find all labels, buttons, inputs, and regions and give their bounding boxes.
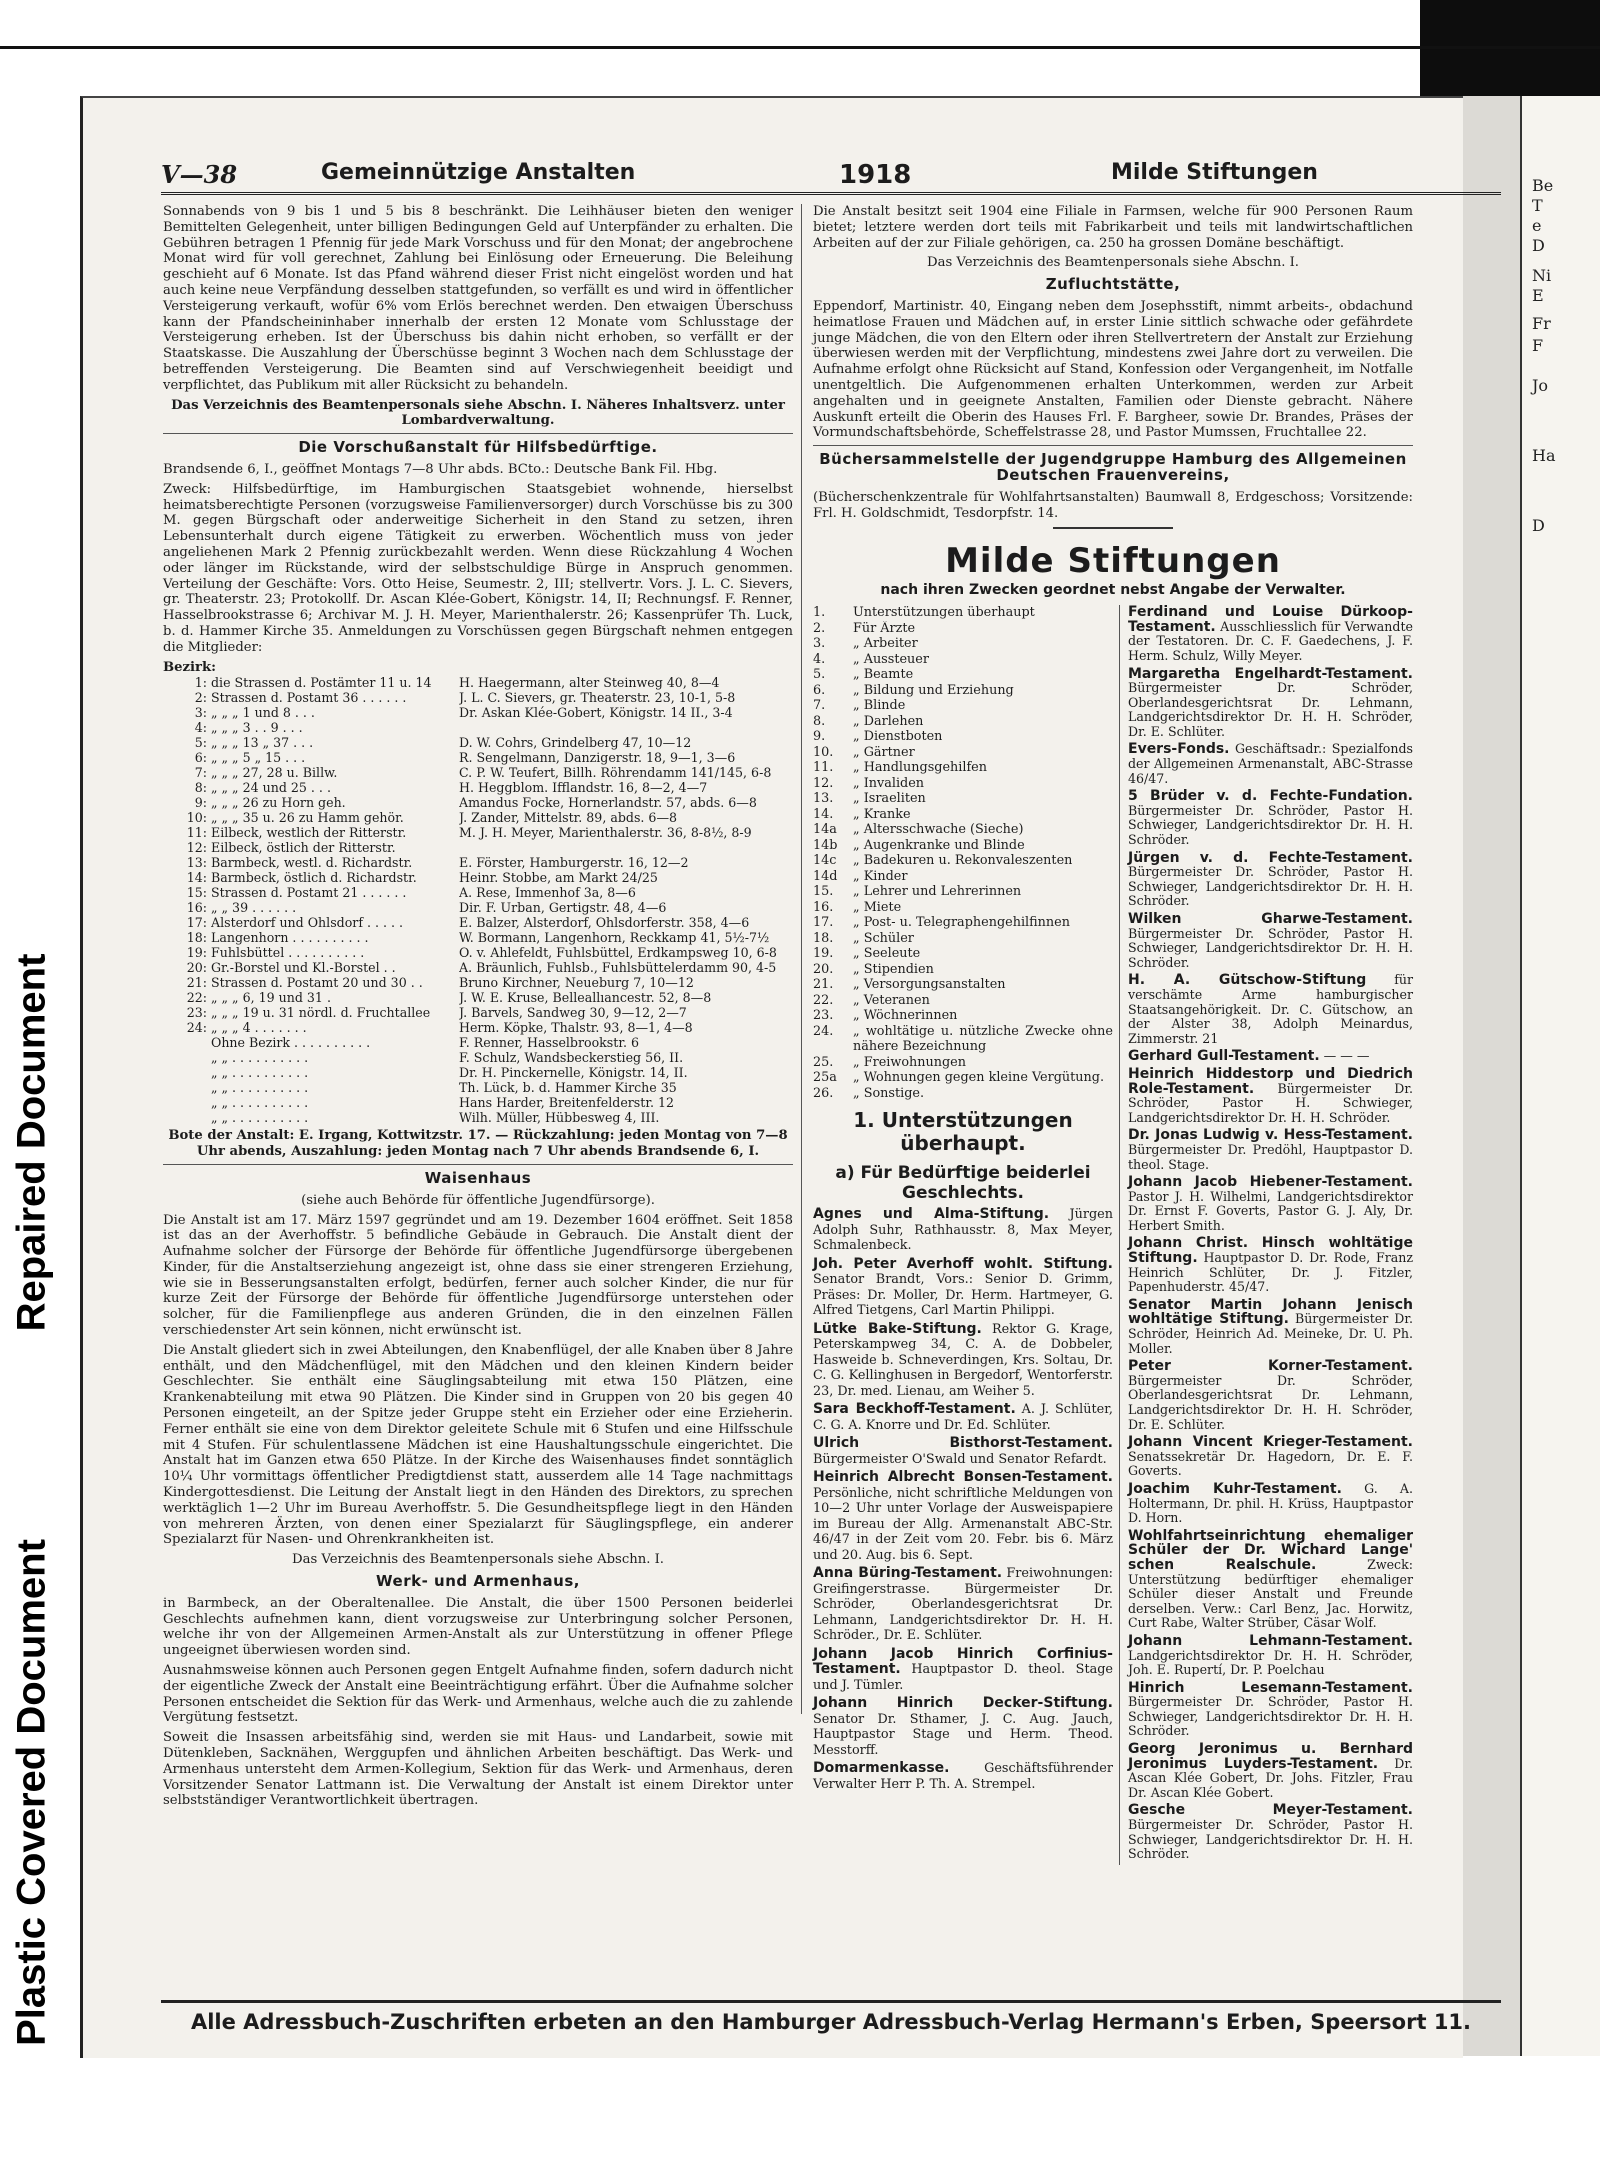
stiftung-entry: Georg Jeronimus u. Bernhard Jeronimus Luyders-Testament. Dr. Ascan Klée Gobert, Dr. Johs. Fitzler, Frau Dr. Ascan Klée Gobert. <box>1128 1741 1413 1800</box>
filiale-note: Das Verzeichnis des Beamtenpersonals siehe Abschn. I. <box>927 255 1299 271</box>
buechersammelstelle-text: (Bücherschenkzentrale für Wohlfahrtsanstalten) Baumwall 8, Erdgeschoss; Vorsitzende: Frl. H. Goldschmidt, Tesdorpfstr. 14. <box>813 489 1413 521</box>
stiftung-entry: Joh. Peter Averhoff wohlt. Stiftung. Senator Brandt, Vors.: Senior D. Grimm, Präses: Dr. Moller, Dr. Herm. Hartmeyer, G. Alfred Tietgens, Carl Martin Philippi. <box>813 1255 1113 1319</box>
category-item: 24. „ wohltätige u. nützliche Zwecke ohne nähere Bezeichnung <box>813 1023 1113 1055</box>
stiftung-entry: Gerhard Gull-Testament. — — — <box>1128 1048 1370 1065</box>
stiftung-entry: Dr. Jonas Ludwig v. Hess-Testament. Bürgermeister Dr. Predöhl, Hauptpastor D. theol. Stage. <box>1128 1127 1413 1172</box>
page-number: V—38 <box>161 160 238 189</box>
category-item: 25. „ Freiwohnungen <box>813 1054 966 1070</box>
stiftung-entry: Evers-Fonds. Geschäftsadr.: Spezialfonds der Allgemeinen Armenanstalt, ABC-Strasse 46/47. <box>1128 741 1413 786</box>
werkhaus-paragraph-2: Ausnahmsweise können auch Personen gegen Entgelt Aufnahme finden, sofern dadurch nicht der eigentliche Zweck der Anstalt eine Beeinträchtigung erfährt. Über die Aufnahme solcher Personen entscheidet die Sektion für das Werk- und Armenhaus, welche auch die zu zahlende Vergütung festsetzt. <box>163 1663 793 1726</box>
waisenhaus-subtitle: (siehe auch Behörde für öffentliche Jugendfürsorge). <box>301 1192 655 1208</box>
bezirk-row: 2: Strassen d. Postamt 36 . . . . . . J. L. C. Sievers, gr. Theaterstr. 23, 10-1, 5-8 <box>194 690 736 706</box>
adjacent-page-fragment: Ni <box>1532 266 1552 285</box>
plastic-covered-label: Plastic Covered Document <box>9 1539 54 2046</box>
stiftung-entry: Agnes und Alma-Stiftung. Jürgen Adolph Suhr, Rathhausstr. 8, Max Meyer, Schmalenbeck. <box>813 1206 1113 1254</box>
header-right-title: Milde Stiftungen <box>1111 160 1318 185</box>
stiftung-entry: Johann Jacob Hinrich Corfinius-Testament. Hauptpastor D. theol. Stage und J. Tümler. <box>813 1645 1113 1693</box>
filiale-text: Die Anstalt besitzt seit 1904 eine Filiale in Farmsen, welche für 900 Personen Raum bietet; letztere werden dort teils mit Fabrikarbeit und teils mit landwirtschaftlichen Arbeiten auf der zur Filiale gehörigen, ca. 250 ha grossen Domäne beschäftigt. <box>813 204 1413 251</box>
page-gutter-shadow <box>1460 96 1520 2056</box>
bezirk-row: „ „ . . . . . . . . . . Wilh. Müller, Hübbesweg 4, III. <box>211 1110 660 1126</box>
category-item: 19. „ Seeleute <box>813 946 921 962</box>
left-column <box>163 204 793 1813</box>
bezirk-row: 14: Barmbeck, östlich d. Richardstr. Heinr. Stobbe, am Markt 24/25 <box>186 870 658 886</box>
stiftung-entry: Jürgen v. d. Fechte-Testament. Bürgermeister Dr. Schröder, Pastor H. Schwieger, Landgerichtsdirektor Dr. H. H. Schröder. <box>1128 849 1413 909</box>
category-item: 14b „ Augenkranke und Blinde <box>813 837 1025 853</box>
vorschuss-address: Brandsende 6, I., geöffnet Montags 7—8 Uhr abds. BCto.: Deutsche Bank Fil. Hbg. <box>163 461 718 477</box>
bezirk-row: 16: „ „ 39 . . . . . . Dir. F. Urban, Gertigstr. 48, 4—6 <box>186 900 667 916</box>
category-item: 6. „ Bildung und Erziehung <box>813 682 1014 698</box>
bezirk-row: 12: Eilbeck, östlich der Ritterstr. <box>186 840 396 856</box>
category-item: 9. „ Dienstboten <box>813 729 943 745</box>
zufluchtstaette-title: Zufluchtstätte, <box>1045 275 1181 294</box>
adjacent-page-fragment: E <box>1532 286 1544 305</box>
bezirk-row: 7: „ „ „ 27, 28 u. Billw. C. P. W. Teufert, Billh. Röhrendamm 141/145, 6-8 <box>194 765 772 781</box>
stiftung-entry: Anna Büring-Testament. Freiwohnungen: Greifingerstrasse. Bürgermeister Dr. Schröder, Oberlandesgerichtsrat Dr. Lehmann, Landgerichtsdirektor Dr. H. H. Schröder., Dr. E. Schlüter. <box>813 1565 1113 1644</box>
vorschuss-title: Die Vorschußanstalt für Hilfsbedürftige. <box>298 438 658 457</box>
adjacent-page-fragment: T <box>1532 196 1543 215</box>
decorative-rule <box>1053 527 1173 529</box>
category-item: 17. „ Post- u. Telegraphengehilfinnen <box>813 915 1070 931</box>
page-footer: Alle Adressbuch-Zuschriften erbeten an den Hamburger Adressbuch-Verlag Hermann's Erben, Speersort 11. <box>161 2000 1501 2041</box>
milde-stiftungen-title: Milde Stiftungen <box>945 541 1281 582</box>
category-item: 3. „ Arbeiter <box>813 636 918 652</box>
stiftungen-split <box>813 605 1413 1865</box>
category-item: 14d „ Kinder <box>813 868 908 884</box>
zufluchtstaette-text: Eppendorf, Martinistr. 40, Eingang neben dem Josephsstift, nimmt arbeits-, obdachund heimatlose Frauen und Mädchen auf, in erster Linie sittlich schwache oder gefährdete junge Mädchen, die von den Eltern oder ihren Stellvertretern der Anstalt zur Erziehung überwiesen werden mit der Verpflichtung, mindestens zwei Jahre dort zu verweilen. Die Aufnahme erfolgt ohne Rücksicht auf Stand, Konfession oder Vergangenheit, im Notfalle unentgeltlich. Die Aufgenommenen erhalten Unterkommen, werden zur Arbeit angehalten und in geeignete Anstalten, Familien oder Dienste gebracht. Nähere Auskunft erteilt die Oberin des Hauses Frl. F. Bargheer, sowie Dr. Brandes, Präses der Vormundschaftsbehörde, Scheffelstrasse 28, und Pastor Mumssen, Fruchtallee 22. <box>813 298 1413 441</box>
page-header <box>161 156 1501 195</box>
bezirk-list <box>163 675 793 1125</box>
buechersammelstelle-title: Büchersammelstelle der Jugendgruppe Hamburg des Allgemeinen Deutschen Frauenvereins, <box>819 450 1407 484</box>
adjacent-page-fragment: F <box>1532 336 1544 355</box>
category-item: 15. „ Lehrer und Lehrerinnen <box>813 884 1022 900</box>
adjacent-page <box>1520 96 1600 2056</box>
category-item: 23. „ Wöchnerinnen <box>813 1008 958 1024</box>
bezirk-row: 22: „ „ „ 6, 19 und 31 . J. W. E. Kruse, Belleallıancestr. 52, 8—8 <box>186 990 712 1006</box>
waisenhaus-note: Das Verzeichnis des Beamtenpersonals siehe Abschn. I. <box>292 1552 664 1568</box>
werkhaus-title: Werk- und Armenhaus, <box>376 1572 580 1591</box>
bezirk-row: „ „ . . . . . . . . . . Dr. H. Pinckernelle, Königstr. 14, II. <box>211 1065 688 1081</box>
bezirk-label: Bezirk: <box>163 659 216 675</box>
bezirk-row: 1: die Strassen d. Postämter 11 u. 14 H. Haegermann, alter Steinweg 40, 8—4 <box>194 675 720 691</box>
category-item: 8. „ Darlehen <box>813 713 924 729</box>
stiftung-entry: Heinrich Hiddestorp und Diedrich Role-Testament. Bürgermeister Dr. Schröder, Pastor H. Schwieger, Landgerichtsdirektor Dr. H. H. Schröder. <box>1128 1065 1413 1125</box>
category-item: 7. „ Blinde <box>813 698 906 714</box>
bezirk-row: 4: „ „ „ 3 . . 9 . . . <box>194 720 303 736</box>
category-item: 20. „ Stipendien <box>813 961 934 977</box>
bezirk-row: 6: „ „ „ 5 „ 15 . . . R. Sengelmann, Danzigerstr. 18, 9—1, 3—6 <box>194 750 736 766</box>
waisenhaus-paragraph-2: Die Anstalt gliedert sich in zwei Abteilungen, den Knabenflügel, der alle Knaben über 8 Jahre enthält, und den Mädchenflügel, mit den Mädchen und den kleinen Kindern beider Geschlechter. Sie enthält eine Säuglingsabteilung mit etwa 150 Plätzen, eine Krankenabteilung mit etwa 90 Plätzen. Die Kinder sind in Gruppen von 20 bis gegen 40 Personen eingeteilt, an der Spitze jeder Gruppe steht ein Erzieher oder eine Erzieherin. Ferner enthält sie eine von dem Direktor geleitete Schule mit 6 Stufen und eine Hilfsschule mit 4 Stufen. Für schulentlassene Mädchen ist eine Haushaltungsschule eingerichtet. Die Anstalt hat im Ganzen etwa 650 Plätze. In der Kirche des Waisenhauses findet sonntäglich 10¼ Uhr vormittags öffentlicher Predigtdienst statt, ausserdem alle 14 Tage nachmittags Kindergottesdienst. Die Leitung der Anstalt liegt in den Händen des Direktors, zu sprechen werktäglich 1—2 Uhr im Bureau Averhoffstr. 5. Die Gesundheitspflege liegt in den Händen von mehreren Ärzten, von denen einer Spezialarzt für Säuglingspflege, ein anderer Spezialarzt für Nasen- und Ohrenkrankheiten ist. <box>163 1342 793 1548</box>
waisenhaus-title: Waisenhaus <box>424 1168 532 1187</box>
bezirk-row: 15: Strassen d. Postamt 21 . . . . . . A. Rese, Immenhof 3a, 8—6 <box>186 885 636 901</box>
category-item: 18. „ Schüler <box>813 930 914 946</box>
bezirk-row: „ „ . . . . . . . . . . Th. Lück, b. d. Hammer Kirche 35 <box>211 1080 677 1096</box>
category-item: 14c „ Badekuren u. Rekonvaleszenten <box>813 853 1073 869</box>
waisenhaus-paragraph-1: Die Anstalt ist am 17. März 1597 gegründet und am 19. Dezember 1604 eröffnet. Seit 1858 ist das an der Averhoffstr. 5 befindliche Gebäude in Gebrauch. Die Anstalt dient der Aufnahme solcher der Fürsorge der Behörde für öffentliche Jugendfürsorge übergebenen Kinder, für die Anstaltserziehung angezeigt ist, ohne dass sie einer strengeren Erziehung, wie sie in Besserungsanstalten erfolgt, bedürfen, ferner auch solcher Kinder, die nur für kurze Zeit der Fürsorge der Behörde für öffentliche Jugendfürsorge unterstehen oder solcher, für die Familienpflege aus anderen Gründen, die in den einzelnen Fällen verschiedenster Art sein können, nicht erwünscht ist. <box>163 1212 793 1339</box>
category-item: 14. „ Kranke <box>813 806 911 822</box>
beamtenpersonal-note: Das Verzeichnis des Beamtenpersonals siehe Abschn. I. Näheres Inhaltsverz. unter Lombardverwaltung. <box>171 397 785 429</box>
stiftung-entry: Peter Korner-Testament. Bürgermeister Dr. Schröder, Oberlandesgerichtsrat Dr. Lehmann, Landgerichtsdirektor Dr. H. H. Schröder, Dr. E. Schlüter. <box>1128 1358 1413 1432</box>
category-item: 11. „ Handlungsgehilfen <box>813 760 987 776</box>
bezirk-row: 3: „ „ „ 1 und 8 . . . Dr. Askan Klée-Gobert, Königstr. 14 II., 3-4 <box>194 705 733 721</box>
category-item: 14a „ Altersschwache (Sieche) <box>813 822 1024 838</box>
bezirk-row: 20: Gr.-Borstel und Kl.-Borstel . . A. Bräunlich, Fuhlsb., Fuhlsbüttelerdamm 90, 4-5 <box>186 960 777 976</box>
category-item: 26. „ Sonstige. <box>813 1085 925 1101</box>
bezirk-row: 11: Eilbeck, westlich der Ritterstr. M. J. H. Meyer, Marienthalerstr. 36, 8-8½, 8-9 <box>186 825 752 841</box>
werkhaus-paragraph-1: in Barmbeck, an der Oberaltenallee. Die Anstalt, die über 1500 Personen beiderlei Geschlechts aufnehmen kann, dient vorzugsweise zur Unterbringung solcher Personen, welche ihr von der Allgemeinen Armen-Anstalt als zur Unterstützung in offener Pflege ungeeignet überwiesen worden sind. <box>163 1595 793 1659</box>
stiftung-entry: Wilken Gharwe-Testament. Bürgermeister Dr. Schröder, Pastor H. Schwieger, Landgerichtsdirektor Dr. H. H. Schröder. <box>1128 911 1413 970</box>
bezirk-row: Ohne Bezirk . . . . . . . . . . F. Renner, Hasselbrookstr. 6 <box>211 1035 639 1051</box>
category-item: 4. „ Aussteuer <box>813 651 929 667</box>
bezirk-row: 24: „ „ „ 4 . . . . . . . Herm. Köpke, Thalstr. 93, 8—1, 4—8 <box>186 1020 693 1036</box>
stiftung-entry: Hinrich Lesemann-Testament. Bürgermeister Dr. Schröder, Pastor H. Schwieger, Landgerichtsdirektor Dr. H. H. Schröder. <box>1128 1679 1413 1739</box>
category-item: 12. „ Invaliden <box>813 775 925 791</box>
stiftung-entry: Gesche Meyer-Testament. Bürgermeister Dr. Schröder, Pastor H. Schwieger, Landgerichtsdirektor Dr. H. H. Schröder. <box>1128 1802 1413 1862</box>
adjacent-page-fragment: Fr <box>1532 314 1551 333</box>
scanner-top-line <box>0 46 1600 49</box>
stiftung-entry: Ferdinand und Louise Dürkoop-Testament. Ausschliesslich für Verwandte der Testatoren. Dr. C. F. Gaedechens, J. F. Herm. Schulz, Willy Meyer. <box>1128 604 1413 663</box>
document-page <box>80 96 1472 2058</box>
bezirk-row: „ „ . . . . . . . . . . F. Schulz, Wandsbeckerstieg 56, II. <box>211 1050 684 1066</box>
header-left-title: Gemeinnützige Anstalten <box>321 160 636 185</box>
adjacent-page-fragment: D <box>1532 236 1545 255</box>
stiftung-entry: Margaretha Engelhardt-Testament. Bürgermeister Dr. Schröder, Oberlandesgerichtsrat Dr. Lehmann, Landgerichtsdirektor Dr. H. H. Schröder, Dr. E. Schlüter. <box>1128 665 1413 739</box>
bezirk-row: 18: Langenhorn . . . . . . . . . . W. Bormann, Langenhorn, Reckkamp 41, 5½-7½ <box>186 930 770 946</box>
category-item: 22. „ Veteranen <box>813 992 930 1008</box>
bezirk-row: 10: „ „ „ 35 u. 26 zu Hamm gehör. J. Zander, Mittelstr. 89, abds. 6—8 <box>186 810 678 826</box>
stiftung-entry: Johann Jacob Hiebener-Testament. Pastor J. H. Wilhelmi, Landgerichtsdirektor Dr. Ernst F. Goverts, Pastor G. J. Aly, Dr. Herbert Smith. <box>1128 1174 1413 1233</box>
stiftung-entry: 5 Brüder v. d. Fechte-Fundation. Bürgermeister Dr. Schröder, Pastor H. Schwieger, Landgerichtsdirektor Dr. H. H. Schröder. <box>1128 788 1413 848</box>
category-item: 21. „ Versorgungsanstalten <box>813 977 1006 993</box>
stiftung-entry: Senator Martin Johann Jenisch wohltätige Stiftung. Bürgermeister Dr. Schröder, Heinrich Ad. Meineke, Dr. U. Ph. Moller. <box>1128 1296 1413 1356</box>
column-divider <box>801 204 802 1714</box>
bezirk-row: 5: „ „ „ 13 „ 37 . . . D. W. Cohrs, Grindelberg 47, 10—12 <box>194 735 692 751</box>
right-column <box>813 204 1413 1865</box>
adjacent-page-fragment: Jo <box>1532 376 1549 395</box>
side-labels <box>0 640 64 2046</box>
stiftung-entry: Lütke Bake-Stiftung. Rektor G. Krage, Peterskampweg 34, C. A. de Dobbeler, Hasweide b. Schneverdingen, Krs. Soltau, Dr. C. G. Kellinghusen in Bergedorf, Wentorferstr. 23, Dr. med. Lienau, am Weiher 5. <box>813 1320 1113 1399</box>
stiftung-entry: Johann Vincent Krieger-Testament. Senatssekretär Dr. Hagedorn, Dr. E. F. Goverts. <box>1128 1434 1413 1479</box>
section-rule <box>813 445 1413 446</box>
stiftung-entry: Johann Christ. Hinsch wohltätige Stiftung. Hauptpastor D. Dr. Rode, Franz Heinrich Schlüter, Dr. J. Fitzler, Papenhuderstr. 45/47. <box>1128 1235 1413 1295</box>
stiftung-entry: H. A. Gütschow-Stiftung für verschämte Arme hamburgischer Staatsangehörigkeit. Dr. C. Gütschow, an der Alster 38, Adolph Meinardus, Zimmerstr. 21 <box>1128 972 1413 1046</box>
bote-text: Bote der Anstalt: E. Irgang, Kottwitzstr. 17. — Rückzahlung: jeden Montag von 7—8 Uhr abends, Auszahlung: jeden Montag nach 7 Uhr abends Brandsende 6, I. <box>168 1128 788 1160</box>
bezirk-row: 19: Fuhlsbüttel . . . . . . . . . . O. v. Ahlefeldt, Fuhlsbüttel, Erdkampsweg 10, 6-8 <box>186 945 777 961</box>
stiftung-entry: Joachim Kuhr-Testament. G. A. Holtermann, Dr. phil. H. Krüss, Hauptpastor D. Horn. <box>1128 1480 1413 1526</box>
section-1-title: 1. Unterstützungen überhaupt. <box>853 1108 1073 1156</box>
category-item: 13. „ Israeliten <box>813 791 926 807</box>
adjacent-page-fragment: Ha <box>1532 446 1556 465</box>
category-item: 1. Unterstützungen überhaupt <box>813 605 1035 621</box>
bezirk-row: 8: „ „ „ 24 und 25 . . . H. Heggblom. Ifflandstr. 16, 8—2, 4—7 <box>194 780 708 796</box>
milde-stiftungen-subtitle: nach ihren Zwecken geordnet nebst Angabe der Verwalter. <box>880 582 1346 599</box>
bezirk-row: 21: Strassen d. Postamt 20 und 30 . . Bruno Kirchner, Neueburg 7, 10—12 <box>186 975 694 991</box>
stiftung-entry: Sara Beckhoff-Testament. A. J. Schlüter, C. G. A. Knorre und Dr. Ed. Schlüter. <box>813 1401 1113 1433</box>
werkhaus-paragraph-3: Soweit die Insassen arbeitsfähig sind, werden sie mit Haus- und Landarbeit, sowie mit Dütenkleben, Sacknähen, Werggupfen und ähnlichen Arbeiten beschäftigt. Das Werk- und Armenhaus untersteht dem Armen-Kollegium, Sektion für das Werk- und Armenhaus, deren Vorsitzender Senator Lattmann ist. Die Verwaltung der Anstalt ist einem Direktor unter selbstständiger Verantwortlichkeit übertragen. <box>163 1730 793 1809</box>
stiftung-entry: Domarmenkasse. Geschäftsführender Verwalter Herr P. Th. A. Strempel. <box>813 1760 1113 1792</box>
header-year: 1918 <box>839 160 912 190</box>
adjacent-page-fragment: e <box>1532 216 1542 235</box>
category-item: 2. Für Ärzte <box>813 620 916 636</box>
bezirk-row: 9: „ „ „ 26 zu Horn geh. Amandus Focke, Hornerlandstr. 57, abds. 6—8 <box>194 795 757 811</box>
category-item: 10. „ Gärtner <box>813 744 915 760</box>
repaired-document-label: Repaired Document <box>9 953 54 1332</box>
stiftung-entry: Johann Lehmann-Testament. Landgerichtsdirektor Dr. H. H. Schröder, Joh. E. Rupertí, Dr. P. Poelchau <box>1128 1632 1413 1678</box>
stiftung-entry: Heinrich Albrecht Bonsen-Testament. Persönliche, nicht schriftliche Meldungen von 10—2 Uhr unter Vorlage der Ausweispapiere im Bureau der Allg. Armenanstalt ABC-Str. 46/47 in der Zeit vom 20. Febr. bis 6. März und 20. Aug. bis 6. Sept. <box>813 1469 1113 1563</box>
category-item: 25a „ Wohnungen gegen kleine Vergütung. <box>813 1070 1105 1086</box>
scanner-top-edge <box>0 0 1600 44</box>
category-item: 5. „ Beamte <box>813 667 914 683</box>
bezirk-row: 13: Barmbeck, westl. d. Richardstr. E. Förster, Hamburgerstr. 16, 12—2 <box>186 855 689 871</box>
adjacent-page-fragment: D <box>1532 516 1545 535</box>
bezirk-row: „ „ . . . . . . . . . . Hans Harder, Breitenfelderstr. 12 <box>211 1095 674 1111</box>
bezirk-row: 23: „ „ „ 19 u. 31 nördl. d. Fruchtallee J. Barvels, Sandweg 30, 9—12, 2—7 <box>186 1005 687 1021</box>
vorschuss-text: Zweck: Hilfsbedürftige, im Hamburgischen Staatsgebiet wohnende, hierselbst heimatsberechtigte Personen (vorzugsweise Familienversorger) durch Vorschüsse bis zu 300 M. gegen Bürgschaft oder anderweitige Sicherheit in den Stand zu setzen, ihren Lebensunterhalt durch eigene Tätigkeit zu erwerben. Wöchentlich muss von jeder angeliehenen Mark 2 Pfennig zurückbezahlt werden. Wenn diese Rückzahlung 4 Wochen oder länger im Rückstande, wird der selbstschuldige Bürge in Anspruch genommen. Verteilung der Geschäfte: Vors. Otto Heise, Seumestr. 2, III; stellvertr. Vors. J. L. C. Sievers, gr. Theaterstr. 23; Protokollf. Dr. Ascan Klée-Gobert, Königstr. 14, II; Rechnungsf. F. Renner, Hasselbrookstrasse 6; Archivar M. J. H. Meyer, Marienthalerstr. 26; Kassenprüfer Th. Luck, b. d. Hammer Kirche 35. Anmeldungen zu Vorschüssen gegen Bürgschaft nehmen entgegen die Mitglieder: <box>163 481 793 655</box>
adjacent-page-fragment: Be <box>1532 176 1554 195</box>
stiftung-entry: Johann Hinrich Decker-Stiftung. Senator Dr. Sthamer, J. C. Aug. Jauch, Hauptpastor Stage und Herm. Theod. Messtorff. <box>813 1695 1113 1758</box>
category-column <box>813 605 1120 1865</box>
leihhaus-paragraph: Sonnabends von 9 bis 1 und 5 bis 8 beschränkt. Die Leihhäuser bieten den weniger Bemittelten Gelegenheit, unter billigen Bedingungen Geld auf Unterpfänder zu erhalten. Die Gebühren betragen 1 Pfennig für jede Mark Vorschuss und für den Monat; der angebrochene Monat wird für voll gerechnet, Zahlung bei Einlösung oder Erneuerung. Die Beleihung geschieht auf 6 Monate. Ist das Pfand während dieser Frist nicht eingelöst worden und hat auch keine neue Verpfändung desselben stattgefunden, so verfällt es und wird in öffentlicher Versteigerung verkauft, wofür 6% vom Erlös berechnet werden. Den etwaigen Überschuss kann der Pfandscheininhaber innerhalb der ersten 12 Monate vom Schlusstage der Versteigerung erheben. Ist der Überschuss bis dahin nicht erhoben, so verfällt er der Staatskasse. Die Auszahlung der Überschüsse beginnt 3 Wochen nach dem Schlusstage der betreffenden Versteigerung. Die Beamten sind auf Verschwiegenheit beeidigt und verpflichtet, das Publikum mit aller Rücksicht zu behandeln. <box>163 204 793 393</box>
stiftung-entry: Wohlfahrtseinrichtung ehemaliger Schüler der Dr. Wichard Lange' schen Realschule. Zweck: Unterstützung bedürftiger ehemaliger Schüler dieser Anstalt und Freunde derselben. Verw.: Carl Benz, Jac. Horwitz, Curt Rabe, Walter Strüber, Cäsar Wolf. <box>1128 1527 1413 1631</box>
category-item: 16. „ Miete <box>813 899 902 915</box>
section-rule <box>163 433 793 434</box>
section-1a-title: a) Für Bedürftige beiderlei Geschlechts. <box>835 1163 1091 1204</box>
bezirk-row: 17: Alsterdorf und Ohlsdorf . . . . . E. Balzer, Alsterdorf, Ohlsdorferstr. 358, 4—6 <box>186 915 750 931</box>
section-rule <box>163 1164 793 1165</box>
stiftung-entry: Ulrich Bisthorst-Testament. Bürgermeister O'Swald und Senator Refardt. <box>813 1435 1113 1467</box>
stiftungen-column <box>1120 605 1413 1865</box>
